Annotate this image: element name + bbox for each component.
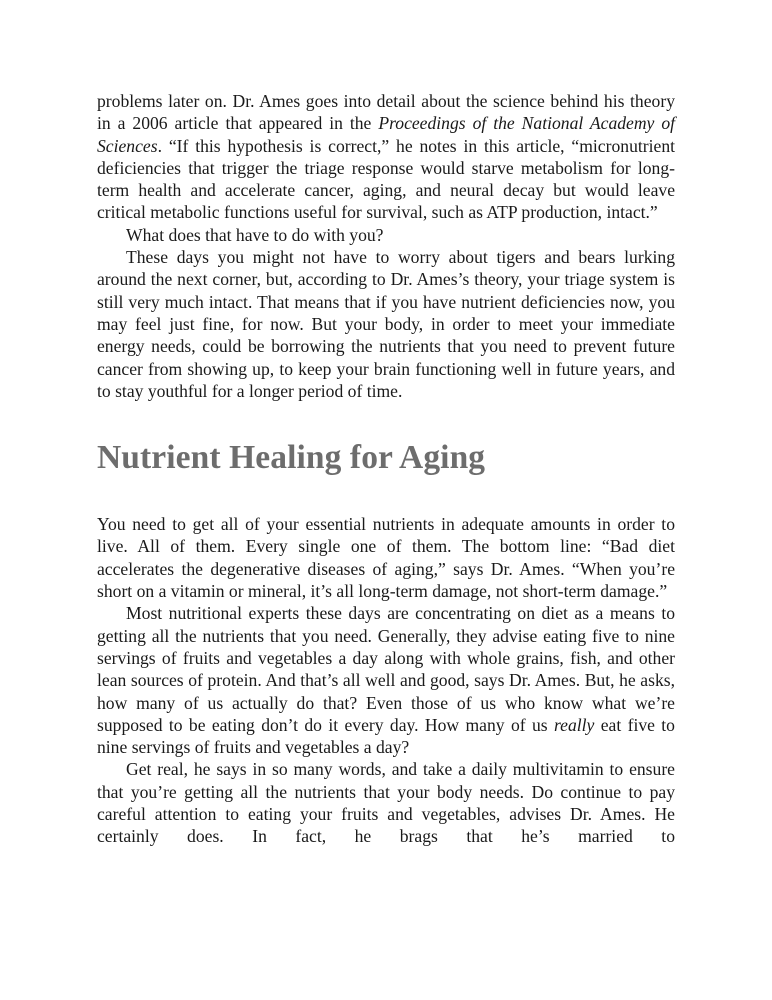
book-page [97,90,675,848]
section-heading: Nutrient Healing for Aging [97,439,486,477]
paragraph: What does that have to do with you? [126,224,384,245]
emphasis: really [553,714,595,735]
paragraph: These days you might not have to worry about tigers and bears lurking around the next corner, but, according to Dr. Ames’s theory, your triage system is still very much intact. That means that if you have nutrient deficiencies now, you may feel just fine, for now. But your body, in order to meet your immediate energy needs, could be borrowing the nutrients that you need to prevent future cancer from showing up, to keep your brain functioning well in future years, and to stay youthful for a longer period of time. [97,247,675,401]
text-run: eat five to nine servings of fruits and vegetables a day? [97,714,675,758]
text-run: Most nutritional experts these days are concentrating on diet as a means to getting all the nutrients that you need. Generally, they advise eating five to nine servings of fruits and vegetables a day along with whole grains, fish, and other lean sources of protein. And that’s all well and good, says Dr. Ames. But, he asks, how many of us actually do that? Even those of us who know what we’re supposed to be eating don’t do it every day. How many of us [97,603,675,735]
paragraph: Get real, he says in so many words, and take a daily multivitamin to ensure that you’re getting all the nutrients that your body needs. Do continue to pay careful attention to eating your fruits and vegetables, advises Dr. Ames. He certainly does. In fact, he brags that he’s married to [97,759,675,847]
paragraph [97,90,675,224]
paragraph: You need to get all of your essential nutrients in adequate amounts in order to live. All of them. Every single one of them. The bottom line: “Bad diet accelerates the degenerative diseases of aging,” says Dr. Ames. “When you’re short on a vitamin or mineral, it’s all long-term damage, not short-term damage.” [97,514,675,602]
text-run: problems later on. Dr. Ames goes into detail about the science behind his theory in a 2006 article that appeared in the [97,91,675,134]
text-run: . “If this hypothesis is correct,” he notes in this article, “micronutrient deficiencies that trigger the triage response would starve metabolism for long-term health and accelerate cancer, aging, and neural decay but would leave critical metabolic functions useful for survival, such as ATP production, intact.” [97,135,675,223]
paragraph [97,602,675,758]
journal-title: Proceedings of the National Academy of Sciences [97,113,675,156]
